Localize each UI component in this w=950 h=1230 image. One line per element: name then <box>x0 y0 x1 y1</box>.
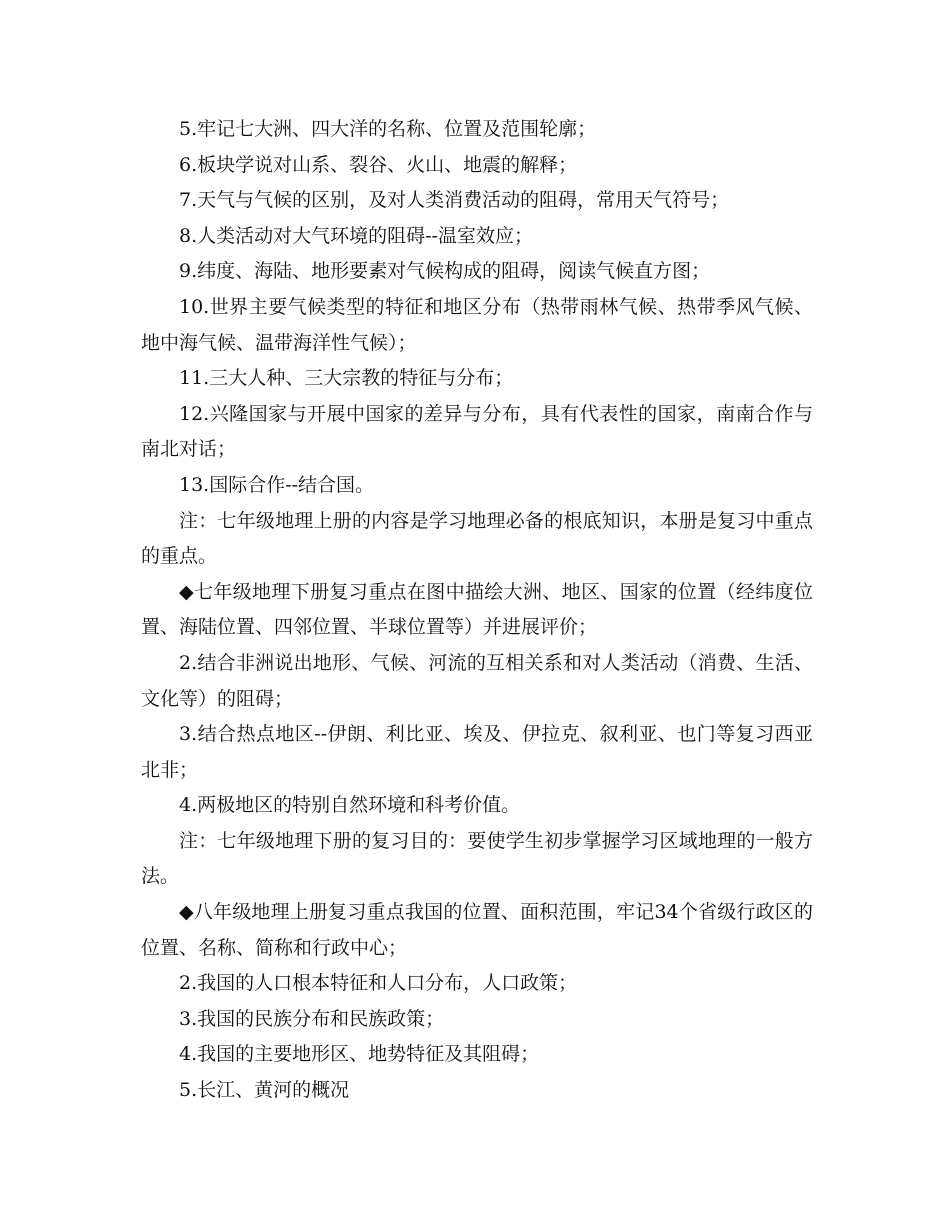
paragraph-item-9: 9.纬度、海陆、地形要素对气候构成的阻碍，阅读气候直方图； <box>179 260 711 283</box>
paragraph-item-7: 7.天气与气候的区别，及对人类消费活动的阻碍，常用天气符号； <box>179 189 730 212</box>
paragraph-item-12: 12.兴隆国家与开展中国家的差异与分布，具有代表性的国家，南南合作与南北对话； <box>141 402 813 461</box>
paragraph-item-2-population: 2.我国的人口根本特征和人口分布，人口政策； <box>179 972 578 995</box>
paragraph-item-5: 5.牢记七大洲、四大洋的名称、位置及范围轮廓； <box>179 118 597 140</box>
paragraph-item-8: 8.人类活动对大气环境的阻碍--温室效应； <box>179 224 533 247</box>
paragraph-item-3-west-asia: 3.结合热点地区--伊朗、利比亚、埃及、伊拉克、叙利亚、也门等复习西亚北非； <box>141 723 813 781</box>
paragraph-item-2-africa: 2.结合非洲说出地形、气候、河流的互相关系和对人类活动（消费、生活、文化等）的阻碍； <box>141 651 813 710</box>
paragraph-item-11: 11.三大人种、三大宗教的特征与分布； <box>179 367 514 390</box>
paragraph-item-3-ethnic: 3.我国的民族分布和民族政策； <box>179 1007 445 1030</box>
paragraph-item-10: 10.世界主要气候类型的特征和地区分布（热带雨林气候、热带季风气候、地中海气候、温带海洋性气候）； <box>141 295 813 354</box>
document-body <box>141 112 813 1109</box>
note-grade7-lower: 注：七年级地理下册的复习目的：要使学生初步掌握学习区域地理的一般方法。 <box>141 829 813 888</box>
section-grade8-upper: ◆八年级地理上册复习重点我国的位置、面积范围，牢记34个省级行政区的位置、名称、简称和行政中心； <box>141 901 813 959</box>
note-grade7-upper: 注：七年级地理上册的内容是学习地理必备的根底知识，本册是复习中重点的重点。 <box>141 509 813 568</box>
section-grade7-lower: ◆七年级地理下册复习重点在图中描绘大洲、地区、国家的位置（经纬度位置、海陆位置、四邻位置、半球位置等）并进展评价； <box>141 580 813 639</box>
paragraph-item-6: 6.板块学说对山系、裂谷、火山、地震的解释； <box>179 153 578 176</box>
paragraph-item-13: 13.国际合作--结合国。 <box>179 473 375 496</box>
paragraph-item-5-rivers: 5.长江、黄河的概况 <box>179 1079 350 1102</box>
paragraph-item-4-polar: 4.两极地区的特别自然环境和科考价值。 <box>179 794 521 817</box>
paragraph-item-4-terrain: 4.我国的主要地形区、地势特征及其阻碍； <box>179 1043 540 1066</box>
